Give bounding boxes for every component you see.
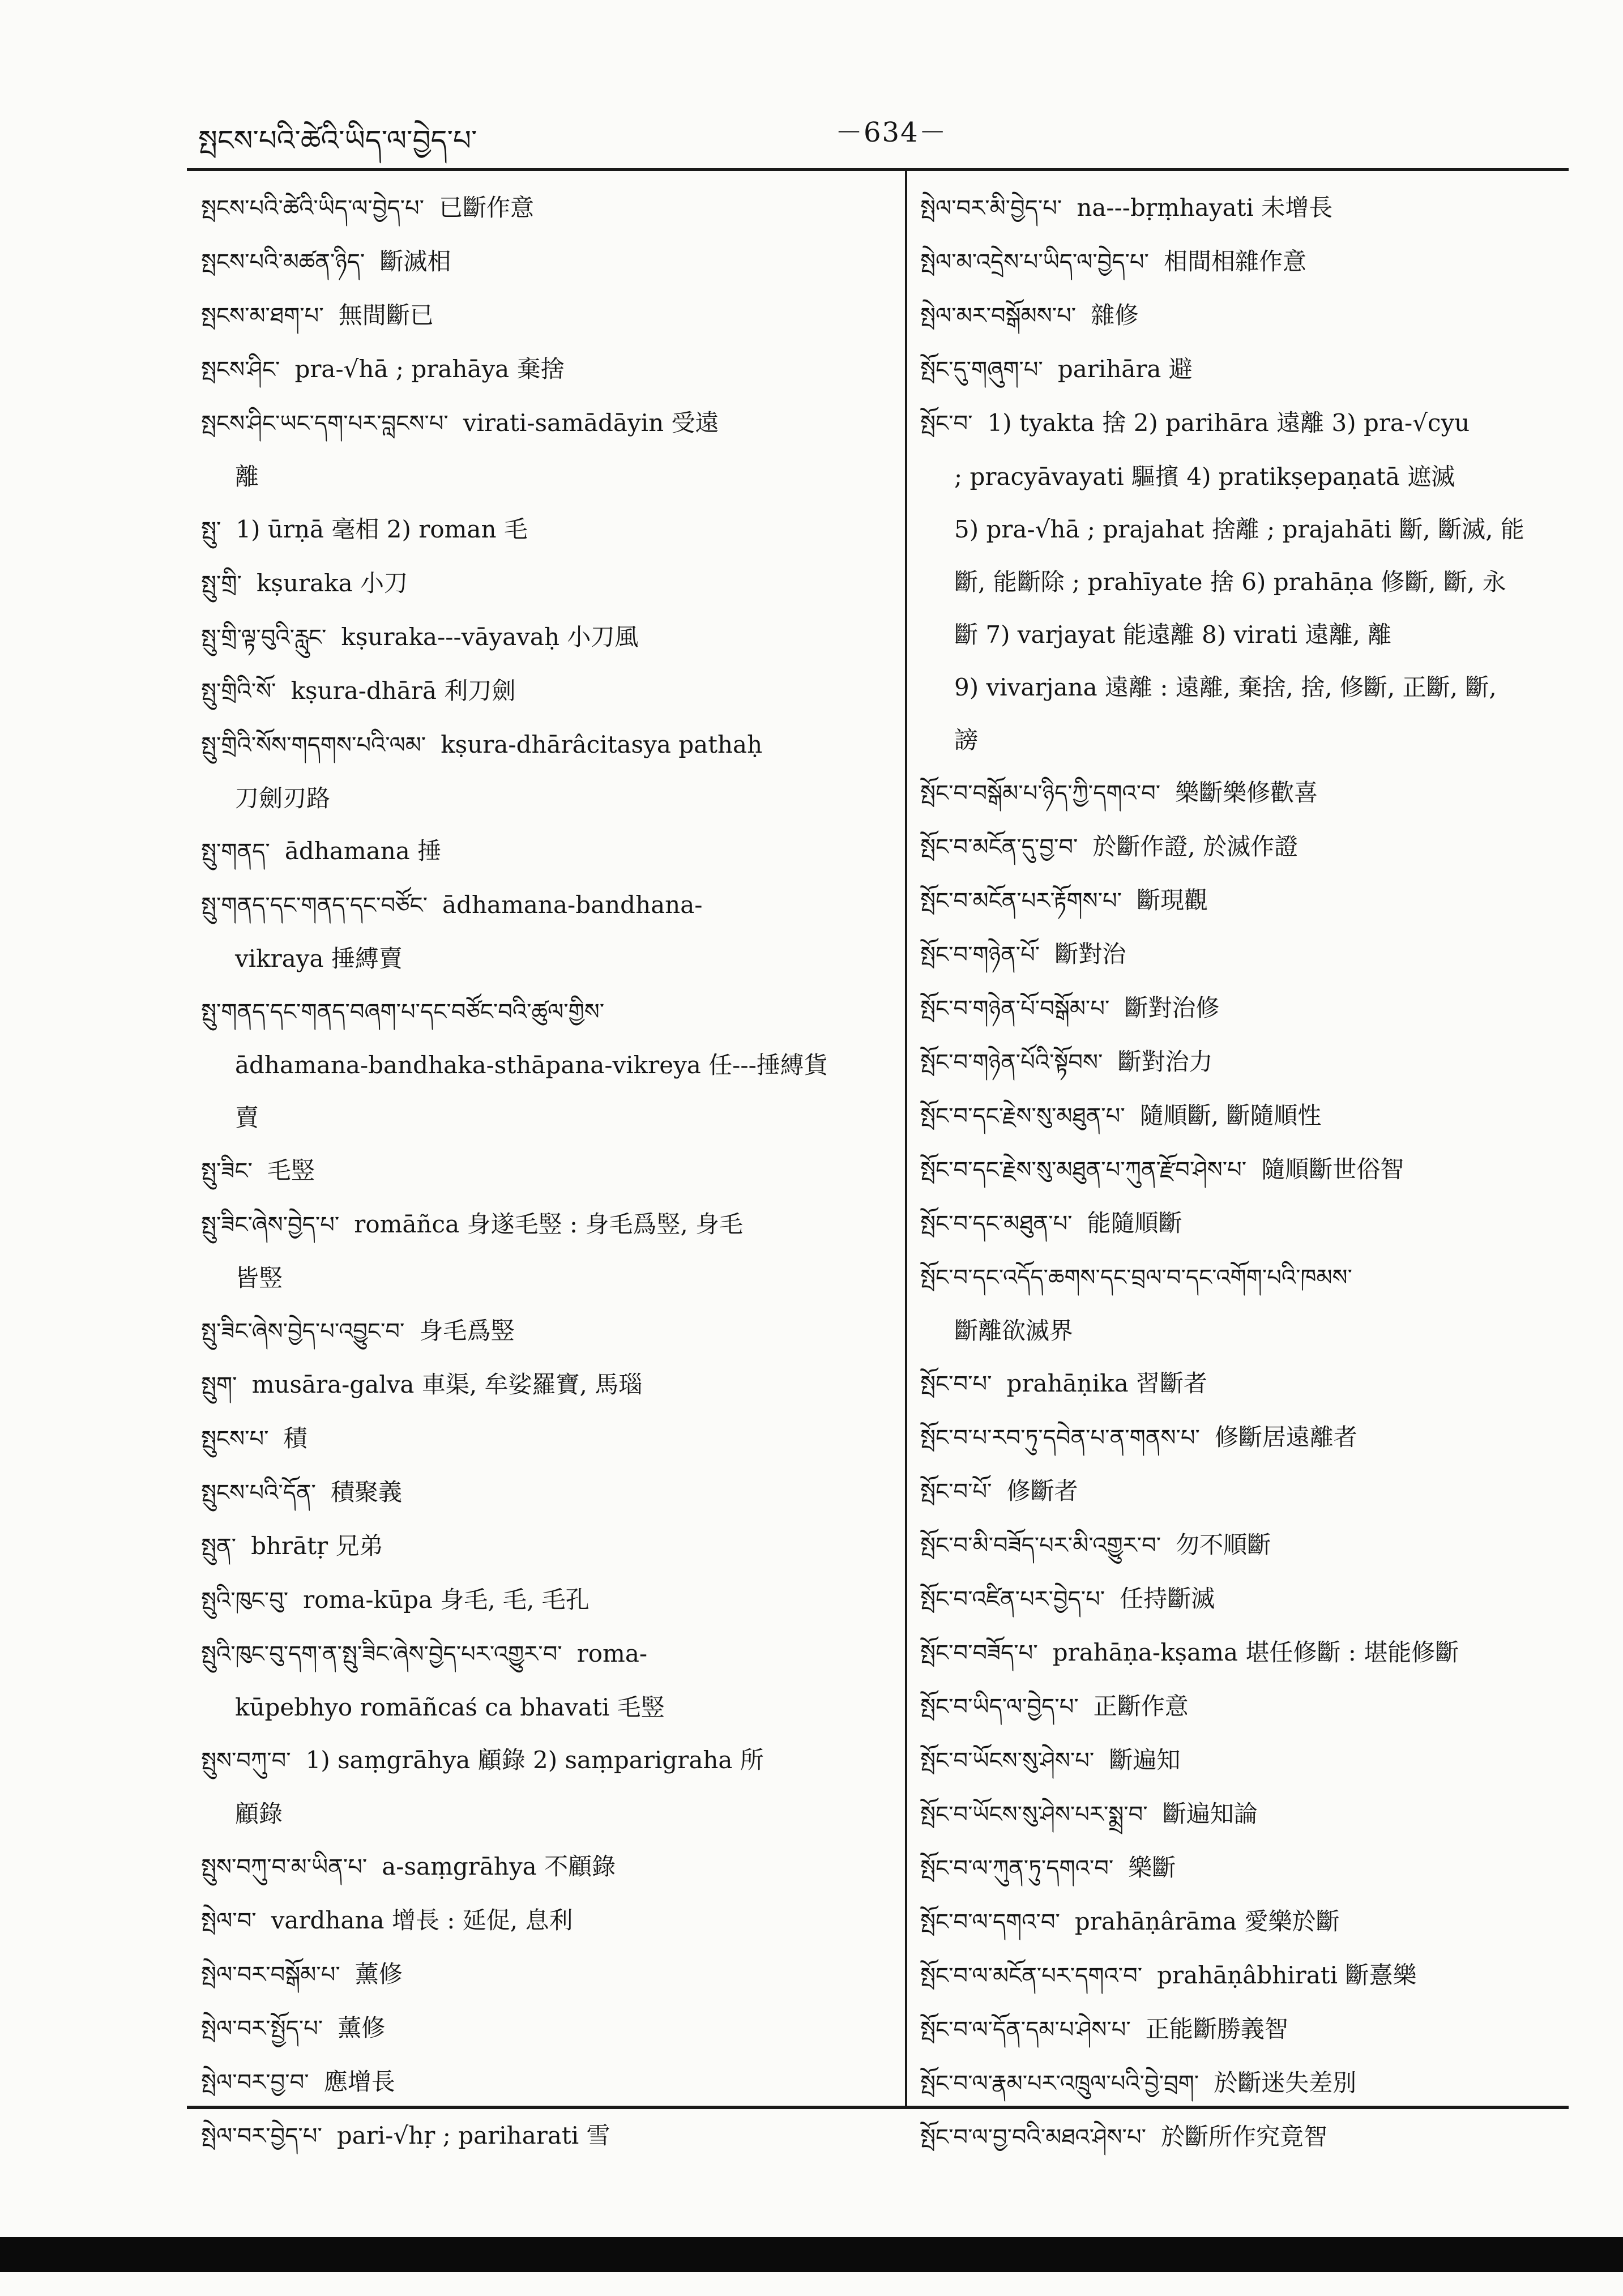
- dictionary-entry: [920, 2056, 1586, 2110]
- entry-definition: ādhamana-bandhaka-sthāpana-vikreya 任---捶縛貨: [235, 1051, 828, 1079]
- tibetan-headword: སྤུ་གནད་དང་གནད་དང་བཙོང་: [201, 893, 428, 919]
- dictionary-entry: [920, 289, 1586, 343]
- tibetan-headword: སྤོང་བ་གཉེན་པོ་བསྒོམ་པ་: [920, 996, 1110, 1022]
- dictionary-entry: [920, 1895, 1586, 1949]
- dictionary-entry: [920, 1035, 1586, 1089]
- dictionary-entry: [201, 1573, 895, 1627]
- dictionary-entry: [201, 718, 895, 772]
- tibetan-headword: སྤོང་བ་: [920, 411, 973, 437]
- entry-definition: ; pracyāvayati 驅擯 4) pratikṣepaṇatā 遮滅: [954, 463, 1455, 490]
- tibetan-headword: སྤོང་བ་མངོན་དུ་བྱ་བ་: [920, 834, 1078, 860]
- entry-definition: 斷離欲滅界: [954, 1317, 1074, 1345]
- entry-definition: vikraya 捶縛賣: [235, 945, 403, 972]
- entry-definition: 斷遍知論: [1162, 1800, 1258, 1828]
- tibetan-headword: སྤངས་པའི་མཚན་ཉིད་: [201, 249, 365, 275]
- tibetan-headword: སྤེལ་བར་བྱེད་པ་: [201, 2123, 322, 2149]
- dictionary-entry: [920, 1518, 1586, 1572]
- entry-continuation: [201, 1091, 895, 1144]
- entry-definition: 積聚義: [330, 1478, 402, 1506]
- entry-definition: 賣: [235, 1104, 259, 1132]
- entry-definition: 身毛爲竪: [419, 1317, 515, 1345]
- dictionary-entry: [201, 825, 895, 878]
- dictionary-entry: [201, 1198, 895, 1252]
- dictionary-entry: [201, 1894, 895, 1948]
- tibetan-headword: སྤོང་བ་ཡོངས་སུ་ཤེས་པར་སྨྲ་བ་: [920, 1802, 1148, 1828]
- tibetan-headword: སྤོང་བ་འཛིན་པར་བྱེད་པ་: [920, 1586, 1105, 1612]
- entry-definition: 1) ūrṇā 毫相 2) roman 毛: [236, 515, 528, 543]
- entry-definition: 隨順斷, 斷隨順性: [1139, 1102, 1322, 1129]
- entry-definition: 正斷作意: [1093, 1692, 1189, 1720]
- column-divider: [905, 170, 907, 2107]
- entry-definition: 斷 7) varjayat 能遠離 8) virati 遠離, 離: [954, 621, 1392, 648]
- dictionary-entry: [201, 1734, 895, 1787]
- entry-definition: 於斷迷失差別: [1214, 2069, 1357, 2097]
- entry-definition: 離: [235, 463, 259, 490]
- dictionary-entry: [201, 503, 895, 557]
- tibetan-headword: སྤུ་གྲིའི་སོ་: [201, 678, 276, 705]
- tibetan-headword: སྤུག་: [201, 1372, 237, 1398]
- tibetan-headword: སྤུའི་ཁུང་བུ་: [201, 1587, 289, 1614]
- entry-definition: 樂斷樂修歡喜: [1175, 779, 1318, 806]
- entry-definition: prahāṇâbhirati 斷憙樂: [1157, 1961, 1417, 1989]
- dictionary-entry: [201, 2109, 895, 2163]
- dictionary-entry: [920, 766, 1586, 820]
- dictionary-entry: [920, 343, 1586, 396]
- dictionary-entry: [201, 1304, 895, 1358]
- entry-definition: parihāra 避: [1057, 355, 1193, 383]
- tibetan-headword: སྤོང་བ་པོ་: [920, 1479, 992, 1505]
- entry-definition: prahāṇika 習斷者: [1006, 1369, 1207, 1397]
- dictionary-entry: [920, 981, 1586, 1035]
- entry-definition: prahāṇârāma 愛樂於斷: [1074, 1907, 1340, 1935]
- entry-continuation: [201, 1787, 895, 1840]
- entry-definition: 1) saṃgrāhya 顧錄 2) saṃparigraha 所: [305, 1746, 764, 1774]
- tibetan-headword: སྤེལ་མར་བསྒོམས་པ་: [920, 303, 1077, 329]
- dictionary-entry: [201, 1358, 895, 1412]
- tibetan-headword: སྤོང་བ་པ་རབ་ཏུ་དབེན་པ་ན་གནས་པ་: [920, 1425, 1200, 1451]
- tibetan-headword: སྤོང་བ་དང་མཐུན་པ་: [920, 1211, 1073, 1237]
- tibetan-headword: སྤོང་བ་ལ་དགའ་བ་: [920, 1909, 1060, 1935]
- dictionary-entry: [201, 611, 895, 664]
- entry-definition: 隨順斷世俗智: [1261, 1155, 1404, 1183]
- entry-continuation: [201, 450, 895, 503]
- entry-continuation: [920, 1304, 1586, 1357]
- tibetan-headword: སྤུ་གནད་དང་གནད་བཞག་པ་དང་བཙོང་བའི་ཚུལ་གྱིས་: [201, 999, 605, 1025]
- entry-continuation: [920, 503, 1586, 556]
- tibetan-headword: སྤོང་བ་མི་བཟོད་པར་མི་འགྱུར་བ་: [920, 1533, 1161, 1559]
- tibetan-headword: སྤུ་གྲིའི་སོས་གདགས་པའི་ལམ་: [201, 732, 426, 758]
- dictionary-entry: [920, 235, 1586, 289]
- scan-edge-band: [0, 2237, 1623, 2272]
- tibetan-headword: སྤོང་བ་ལ་བྱ་བའི་མཐའ་ཤེས་པ་: [920, 2124, 1146, 2150]
- dictionary-entry: [920, 1680, 1586, 1734]
- entry-continuation: [920, 608, 1586, 661]
- entry-definition: 斷滅相: [379, 247, 451, 275]
- dictionary-entry: [920, 1143, 1586, 1197]
- entry-definition: 斷對治: [1054, 940, 1126, 968]
- dictionary-entry: [201, 181, 895, 235]
- dictionary-entry: [201, 396, 895, 450]
- running-head: སྤངས་པའི་ཚེའི་ཡིད་ལ་བྱེད་པ་: [198, 124, 477, 157]
- entry-definition: 樂斷: [1128, 1854, 1176, 1881]
- tibetan-headword: སྤུ་: [201, 517, 221, 543]
- tibetan-headword: སྤུན་: [201, 1534, 237, 1560]
- dictionary-entry: [920, 2003, 1586, 2056]
- dictionary-entry: [201, 1520, 895, 1573]
- tibetan-headword: སྤུ་ཟིང་ཞེས་བྱེད་པ་འབྱུང་བ་: [201, 1318, 405, 1345]
- entry-continuation: [920, 714, 1586, 766]
- entry-definition: 斷現觀: [1137, 886, 1208, 914]
- entry-definition: 皆竪: [235, 1264, 283, 1292]
- tibetan-headword: སྤེལ་བར་མི་བྱེད་པ་: [920, 195, 1062, 221]
- dictionary-entry: [920, 1787, 1586, 1841]
- entry-definition: virati-samādāyin 受遠: [463, 409, 719, 437]
- tibetan-headword: སྤུ་ཟིང་: [201, 1158, 253, 1184]
- entry-definition: ādhamana 捶: [284, 837, 442, 865]
- entry-definition: 積: [283, 1424, 307, 1452]
- top-rule: [187, 168, 1569, 171]
- tibetan-headword: སྤངས་པའི་ཚེའི་ཡིད་ལ་བྱེད་པ་: [201, 195, 425, 221]
- entry-definition: 修斷者: [1006, 1477, 1078, 1505]
- entry-continuation: [920, 450, 1586, 503]
- tibetan-headword: སྤོང་བ་ཡོངས་སུ་ཤེས་པ་: [920, 1748, 1095, 1774]
- dictionary-entry: [201, 2001, 895, 2055]
- entry-continuation: [920, 556, 1586, 608]
- tibetan-headword: སྤེལ་མ་འདྲེས་པ་ཡིད་ལ་བྱེད་པ་: [920, 249, 1149, 275]
- entry-definition: kūpebhyo romāñcaś ca bhavati 毛竪: [235, 1693, 665, 1721]
- tibetan-headword: སྤོང་བ་ཡིད་ལ་བྱེད་པ་: [920, 1694, 1079, 1720]
- entry-definition: 已斷作意: [439, 194, 535, 221]
- entry-definition: 無間斷已: [338, 301, 434, 329]
- tibetan-headword: སྤེལ་བར་སྤྱོད་པ་: [201, 2016, 323, 2042]
- dictionary-entry: [920, 1734, 1586, 1787]
- entry-definition: 9) vivarjana 遠離 : 遠離, 棄捨, 捨, 修斷, 正斷, 斷,: [954, 673, 1497, 701]
- dictionary-entry: [201, 343, 895, 396]
- tibetan-headword: སྤོང་བ་གཉེན་པོའི་སྟོབས་: [920, 1049, 1103, 1076]
- entry-definition: 斷對治修: [1124, 994, 1220, 1022]
- entry-definition: 於斷作證, 於滅作證: [1092, 833, 1299, 860]
- tibetan-headword: སྤངས་མ་ཐག་པ་: [201, 303, 324, 329]
- entry-definition: na---bṛṃhayati 未增長: [1077, 194, 1333, 221]
- entry-continuation: [920, 661, 1586, 714]
- dictionary-entry: [201, 664, 895, 718]
- dictionary-entry: [920, 1949, 1586, 2003]
- dictionary-entry: [920, 928, 1586, 981]
- tibetan-headword: སྤོང་བ་མངོན་པར་རྟོགས་པ་: [920, 888, 1122, 914]
- dictionary-entry: [201, 557, 895, 611]
- tibetan-headword: སྤོང་བ་ལ་དོན་དམ་པ་ཤེས་པ་: [920, 2017, 1131, 2043]
- dictionary-entry: [920, 1465, 1586, 1518]
- tibetan-headword: སྤུས་བཀུ་བ་: [201, 1748, 291, 1774]
- tibetan-headword: སྤུ་ཟིང་ཞེས་བྱེད་པ་: [201, 1212, 340, 1238]
- dictionary-entry: [920, 874, 1586, 928]
- entry-definition: 正能斷勝義智: [1145, 2015, 1288, 2043]
- entry-definition: 斷, 能斷除 ; prahīyate 捨 6) prahāṇa 修斷, 斷, 永: [954, 568, 1506, 596]
- entry-definition: 1) tyakta 捨 2) parihāra 遠離 3) pra-√cyu: [987, 409, 1470, 437]
- entry-continuation: [201, 932, 895, 985]
- entry-definition: kṣura-dhārā 利刀劍: [291, 677, 516, 705]
- entry-definition: ādhamana-bandhana-: [442, 891, 703, 919]
- tibetan-headword: སྤོང་བ་དང་རྗེས་སུ་མཐུན་པ་: [920, 1103, 1125, 1129]
- tibetan-headword: སྤུངས་པ་: [201, 1426, 269, 1452]
- entry-definition: pari-√hṛ ; pariharati 雪: [336, 2122, 610, 2149]
- entry-definition: vardhana 增長 : 延促, 息利: [271, 1906, 573, 1934]
- dictionary-entry: [201, 1948, 895, 2001]
- entry-definition: roma-: [576, 1640, 648, 1667]
- tibetan-headword: སྤུ་གྲི་: [201, 571, 242, 597]
- tibetan-headword: སྤངས་ཤིང་: [201, 357, 280, 383]
- entry-definition: 雜修: [1091, 301, 1139, 329]
- tibetan-headword: སྤངས་ཤིང་ཡང་དག་པར་བླངས་པ་: [201, 411, 449, 437]
- entry-definition: 應增長: [323, 2068, 395, 2096]
- entry-definition: kṣura-dhārâcitasya pathaḥ: [441, 731, 763, 758]
- dictionary-entry: [920, 1357, 1586, 1411]
- dictionary-entry: [920, 1197, 1586, 1251]
- entry-definition: 刀劍刃路: [235, 784, 331, 812]
- dictionary-entry: [920, 1089, 1586, 1143]
- dictionary-entry: [201, 1466, 895, 1520]
- tibetan-headword: སྤོང་དུ་གཞུག་པ་: [920, 357, 1043, 383]
- dictionary-entry: [920, 2110, 1586, 2164]
- dictionary-entry: [201, 1144, 895, 1198]
- dictionary-entry: [201, 878, 895, 932]
- dictionary-entry: [201, 1412, 895, 1466]
- right-column: [920, 181, 1586, 2164]
- entry-definition: 能隨順斷: [1087, 1209, 1182, 1237]
- dictionary-entry: [201, 985, 895, 1039]
- entry-continuation: [201, 772, 895, 825]
- entry-continuation: [201, 1039, 895, 1091]
- entry-definition: kṣuraka---vāyavaḥ 小刀風: [341, 623, 639, 651]
- dictionary-entry: [920, 1626, 1586, 1680]
- dictionary-entry: [201, 289, 895, 343]
- tibetan-headword: སྤེལ་བར་བྱ་བ་: [201, 2069, 309, 2096]
- entry-definition: 顧錄: [235, 1800, 283, 1828]
- entry-definition: 斷對治力: [1117, 1048, 1213, 1076]
- entry-definition: 修斷居遠離者: [1214, 1423, 1357, 1451]
- entry-definition: a-saṃgrāhya 不顧錄: [382, 1853, 616, 1880]
- dictionary-entry: [920, 1841, 1586, 1895]
- entry-definition: bhrātṛ 兄弟: [251, 1532, 383, 1560]
- dictionary-entry: [201, 1627, 895, 1681]
- bottom-rule: [187, 2106, 1569, 2109]
- tibetan-headword: སྤུངས་པའི་དོན་: [201, 1480, 316, 1506]
- entry-definition: 謗: [954, 726, 979, 754]
- dictionary-entry: [920, 820, 1586, 874]
- dictionary-entry: [201, 235, 895, 289]
- tibetan-headword: སྤོང་བ་པ་: [920, 1371, 992, 1397]
- tibetan-headword: སྤོང་བ་བཟོད་པ་: [920, 1640, 1038, 1666]
- tibetan-headword: སྤོང་བ་ལ་མངོན་པར་དགའ་བ་: [920, 1963, 1143, 1989]
- tibetan-headword: སྤོང་བ་དང་འདོད་ཆགས་དང་བྲལ་བ་དང་འགོག་པའི་ཁམས་: [920, 1265, 1352, 1291]
- entry-definition: 5) pra-√hā ; prajahat 捨離 ; prajahāti 斷, 斷滅, 能: [954, 515, 1524, 543]
- tibetan-headword: སྤོང་བ་གཉེན་པོ་: [920, 942, 1040, 968]
- dictionary-entry: [201, 1840, 895, 1894]
- tibetan-headword: སྤོང་བ་བསྒོམ་པ་ཉིད་ཀྱི་དགའ་བ་: [920, 780, 1161, 806]
- tibetan-headword: སྤོང་བ་ལ་ཀུན་ཏུ་དགའ་བ་: [920, 1855, 1114, 1881]
- tibetan-headword: སྤུ་གྲི་ལྟ་བུའི་རླུང་: [201, 625, 327, 651]
- page-number: －634－: [835, 117, 947, 148]
- tibetan-headword: སྤུས་བཀུ་བ་མ་ཡིན་པ་: [201, 1854, 368, 1880]
- dictionary-entry: [920, 181, 1586, 235]
- dictionary-entry: [920, 1251, 1586, 1304]
- entry-definition: 相間相雜作意: [1163, 247, 1306, 275]
- entry-definition: 於斷所作究竟智: [1161, 2123, 1328, 2150]
- dictionary-entry: [920, 396, 1586, 450]
- entry-definition: 薰修: [355, 1960, 403, 1988]
- entry-definition: 勿不順斷: [1176, 1531, 1271, 1559]
- entry-continuation: [201, 1681, 895, 1734]
- entry-definition: romāñca 身遂毛竪 : 身毛爲竪, 身毛: [354, 1210, 744, 1238]
- tibetan-headword: སྤེལ་བ་: [201, 1908, 257, 1934]
- entry-definition: 薰修: [338, 2014, 386, 2042]
- tibetan-headword: སྤུའི་ཁུང་བུ་དག་ན་སྤུ་ཟིང་ཞེས་བྱེད་པར་འགྱུར་བ་: [201, 1641, 562, 1667]
- entry-definition: kṣuraka 小刀: [256, 569, 408, 597]
- tibetan-headword: སྤོང་བ་དང་རྗེས་སུ་མཐུན་པ་ཀུན་རྫོབ་ཤེས་པ་: [920, 1157, 1247, 1183]
- tibetan-headword: སྤེལ་བར་བསྒོམ་པ་: [201, 1962, 340, 1988]
- entry-definition: 毛竪: [267, 1156, 315, 1184]
- left-column: [201, 181, 895, 2163]
- dictionary-entry: [920, 1411, 1586, 1465]
- entry-continuation: [201, 1252, 895, 1304]
- tibetan-headword: སྤུ་གནད་: [201, 839, 270, 865]
- dictionary-entry: [920, 1572, 1586, 1626]
- page-header: [187, 99, 1557, 167]
- dictionary-entry: [201, 2055, 895, 2109]
- entry-definition: musāra-galva 車渠, 牟娑羅寶, 馬瑙: [251, 1371, 643, 1398]
- entry-definition: pra-√hā ; prahāya 棄捨: [294, 355, 565, 383]
- tibetan-headword: སྤོང་བ་ལ་རྣམ་པར་འཁྲུལ་པའི་བྱེ་བྲག་: [920, 2071, 1199, 2097]
- entry-definition: prahāṇa-kṣama 堪任修斷 : 堪能修斷: [1052, 1638, 1459, 1666]
- entry-definition: roma-kūpa 身毛, 毛, 毛孔: [303, 1586, 590, 1614]
- entry-definition: 任持斷滅: [1120, 1585, 1215, 1612]
- entry-definition: 斷遍知: [1109, 1746, 1181, 1774]
